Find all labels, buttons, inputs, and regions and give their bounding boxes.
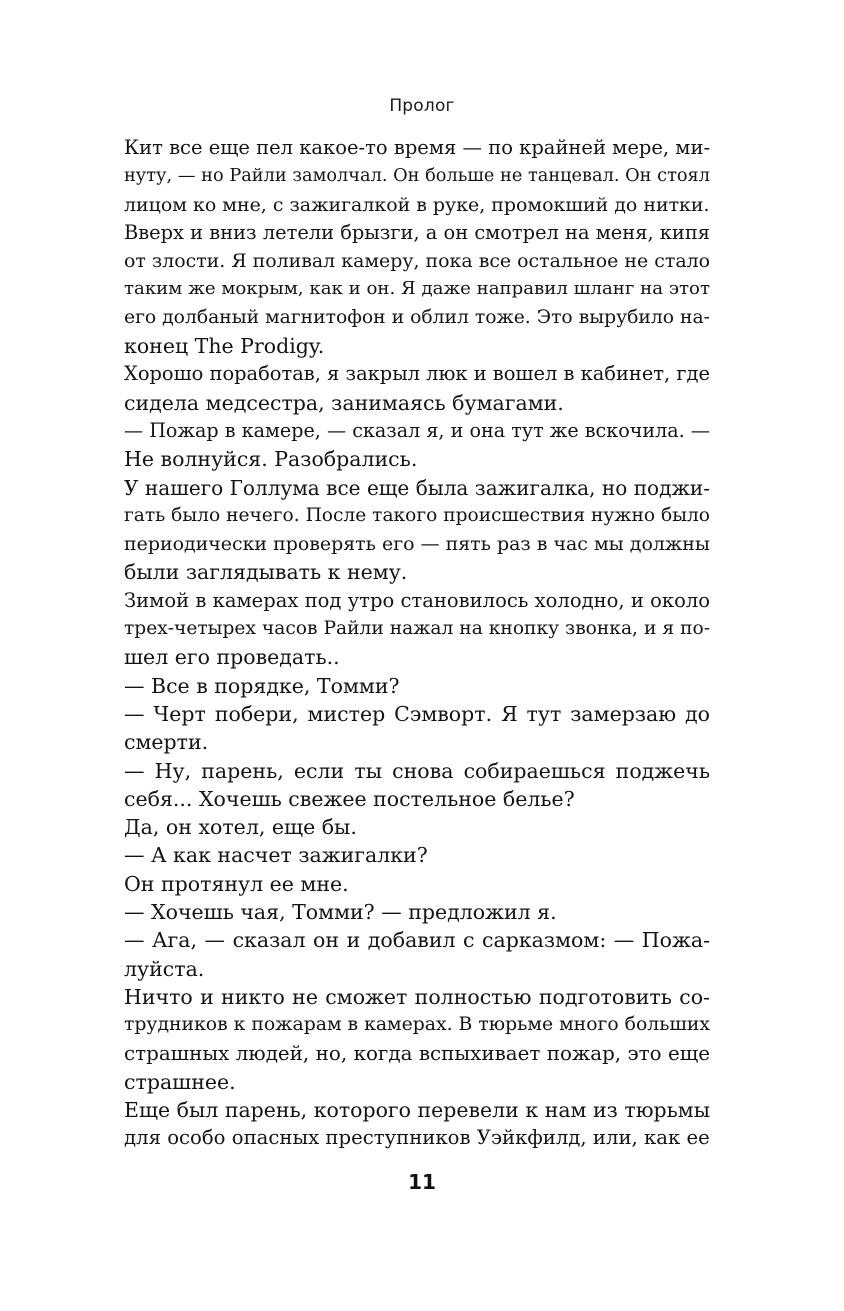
text-line: нуту, — но Райли замолчал. Он больше не танцевал. Он стоял <box>124 166 710 187</box>
text-line: трех-четырех часов Райли нажал на кнопку звонка, и я по- <box>124 618 710 640</box>
text-line: — Черт побери, мистер Сэмворт. Я тут замерзаю до <box>124 701 710 726</box>
text-line: — Ага, — сказал он и добавил с сарказмом: — Пожа- <box>124 928 710 953</box>
text-line: периодически проверять его — пять раз в час мы должны <box>124 533 710 556</box>
text-line: — Все в порядке, Томми? <box>124 673 400 698</box>
text-line: — Пожар в камере, — сказал я, и она тут же вскочила. — <box>124 418 710 442</box>
text-line: — Ну, парень, если ты снова собираешься поджечь <box>124 758 710 783</box>
text-line: Да, он хотел, еще бы. <box>124 815 357 840</box>
text-line: Еще был парень, которого перевели к нам из тюрьмы <box>124 1098 710 1123</box>
text-line: трудников к пожарам в камерах. В тюрьме много больших <box>124 1014 710 1036</box>
text-line: для особо опасных преступников Уэйкфилд, или, как ее <box>124 1126 710 1150</box>
text-line: смерти. <box>124 730 209 755</box>
text-line: Кит все еще пел какое-то время — по крайней мере, ми- <box>124 136 710 159</box>
text-line: лицом ко мне, с зажигалкой в руке, промокший до нитки. <box>124 193 710 216</box>
text-line: — А как насчет зажигалки? <box>124 843 428 868</box>
text-line: Он протянул ее мне. <box>124 871 349 896</box>
text-line: Не волнуйся. Разобрались. <box>124 447 418 472</box>
text-line: сидела медсестра, занимаясь бумагами. <box>124 390 564 415</box>
text-line: Ничто и никто не сможет полностью подготовить со- <box>124 984 710 1009</box>
text-line: шел его проведать.. <box>124 645 340 670</box>
text-line: страшнее. <box>124 1069 236 1094</box>
body-text <box>124 134 710 1153</box>
text-line: таким же мокрым, как и он. Я даже направил шланг на этот <box>124 278 710 300</box>
text-line: от злости. Я поливал камеру, пока все остальное не стало <box>124 250 710 273</box>
page-number: 11 <box>408 1170 436 1194</box>
text-line: Зимой в камерах под утро становилось холодно, и около <box>124 588 710 612</box>
text-line: У нашего Голлума все еще была зажигалка, но поджи- <box>124 475 710 500</box>
text-line: гать было нечего. После такого происшествия нужно было <box>124 504 710 526</box>
text-line: луйста. <box>124 956 205 981</box>
text-line: страшных людей, но, когда вспыхивает пожар, это еще <box>124 1041 710 1065</box>
text-line: Вверх и вниз летели брызги, а он смотрел на меня, кипя <box>124 220 710 244</box>
running-head: Пролог <box>389 96 455 116</box>
text-line: конец The Prodigy. <box>124 334 325 359</box>
text-line: себя... Хочешь свежее постельное белье? <box>124 786 575 811</box>
text-line: были заглядывать к нему. <box>124 560 408 585</box>
text-line: — Хочешь чая, Томми? — предложил я. <box>124 900 557 925</box>
text-line: Хорошо поработав, я закрыл люк и вошел в кабинет, где <box>124 362 710 386</box>
text-line: его долбаный магнитофон и облил тоже. Это вырубило на- <box>124 306 710 328</box>
